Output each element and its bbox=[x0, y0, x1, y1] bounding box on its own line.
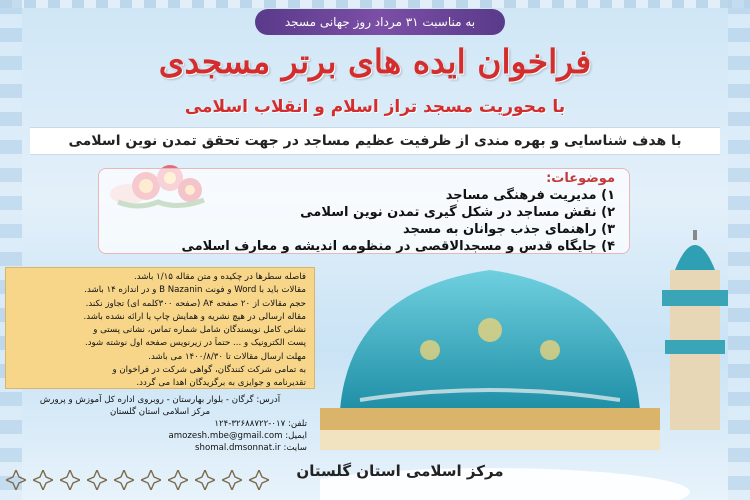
email-address: ایمیل: amozesh.mbe@gmail.com bbox=[168, 431, 307, 441]
star-ornament-icon bbox=[222, 470, 242, 490]
subtitle: با محوریت مسجد تراز اسلام و انقلاب اسلامی bbox=[184, 97, 566, 117]
rule-line: فاصله سطرها در چکیده و متن مقاله ۱/۱۵ باشد. bbox=[133, 272, 306, 282]
star-ornament-icon bbox=[168, 470, 188, 490]
occasion-banner: به مناسبت ۳۱ مرداد روز جهانی مسجد bbox=[255, 9, 505, 35]
top-border bbox=[0, 0, 750, 8]
star-ornament-icon bbox=[114, 470, 134, 490]
rule-line: تقدیرنامه و جوایزی به برگزیدگان اهدا می گردد. bbox=[136, 378, 306, 389]
topic-item: ۳) راهنمای جذب جوانان به مسجد bbox=[403, 222, 615, 237]
star-ornament-icon bbox=[249, 470, 269, 490]
star-ornament-icon bbox=[60, 470, 80, 490]
topic-item: ۲) نقش مساجد در شکل گیری تمدن نوین اسلامی bbox=[300, 205, 615, 220]
rules-box bbox=[5, 267, 315, 389]
ornament-row bbox=[6, 470, 269, 490]
rule-line: مقالات باید با Word و فونت B Nazanin و در اندازه ۱۴ باشد. bbox=[84, 285, 306, 296]
rule-line: مهلت ارسال مقالات تا ۱۴۰۰/۸/۳۰ می باشد. bbox=[148, 351, 306, 362]
star-ornament-icon bbox=[87, 470, 107, 490]
topic-item: ۴) جایگاه قدس و مسجدالاقصی در منظومه اندیشه و معارف اسلامی bbox=[181, 239, 615, 254]
phone-number: تلفن: ۰۱۷-۳۲۶۸۸۷۲۲-۱۲۴ bbox=[214, 419, 307, 429]
address-org: مرکز اسلامی استان گلستان bbox=[109, 407, 211, 417]
star-ornament-icon bbox=[6, 470, 26, 490]
address-line: آدرس: گرگان - بلوار بهارستان - روبروی اداره کل آموزش و پرورش bbox=[39, 395, 281, 405]
topics-label: موضوعات: bbox=[546, 171, 615, 186]
mosque-dome-illustration bbox=[320, 230, 750, 500]
star-ornament-icon bbox=[195, 470, 215, 490]
rule-line: پست الکترونیک و ... حتماً در زیرنویس صفحه اول نوشته شود. bbox=[84, 338, 306, 349]
rule-line: نشانی کامل نویسندگان شامل شماره تماس، نشانی پستی و bbox=[93, 325, 306, 336]
rule-line: مقاله ارسالی در هیچ نشریه و همایش چاپ یا ارائه نشده باشد. bbox=[83, 311, 306, 322]
footer-organization: مرکز اسلامی استان گلستان bbox=[296, 462, 504, 480]
rule-line: حجم مقالات از ۲۰ صفحه A۴ (صفحه ۳۰۰کلمه ای) تجاوز نکند. bbox=[85, 298, 306, 309]
rule-line: به تمامی شرکت کنندگان، گواهی شرکت در فراخوان و bbox=[112, 365, 306, 376]
goal-bar: با هدف شناسایی و بهره مندی از ظرفیت عظیم مساجد در جهت تحقق تمدن نوین اسلامی bbox=[30, 127, 720, 155]
star-ornament-icon bbox=[33, 470, 53, 490]
main-title: فراخوان ایده های برتر مسجدی bbox=[158, 42, 592, 81]
star-ornament-icon bbox=[141, 470, 161, 490]
website-address: سایت: shomal.dmsonnat.ir bbox=[195, 443, 307, 453]
topic-item: ۱) مدیریت فرهنگی مساجد bbox=[445, 188, 615, 203]
contact-info bbox=[5, 394, 315, 454]
